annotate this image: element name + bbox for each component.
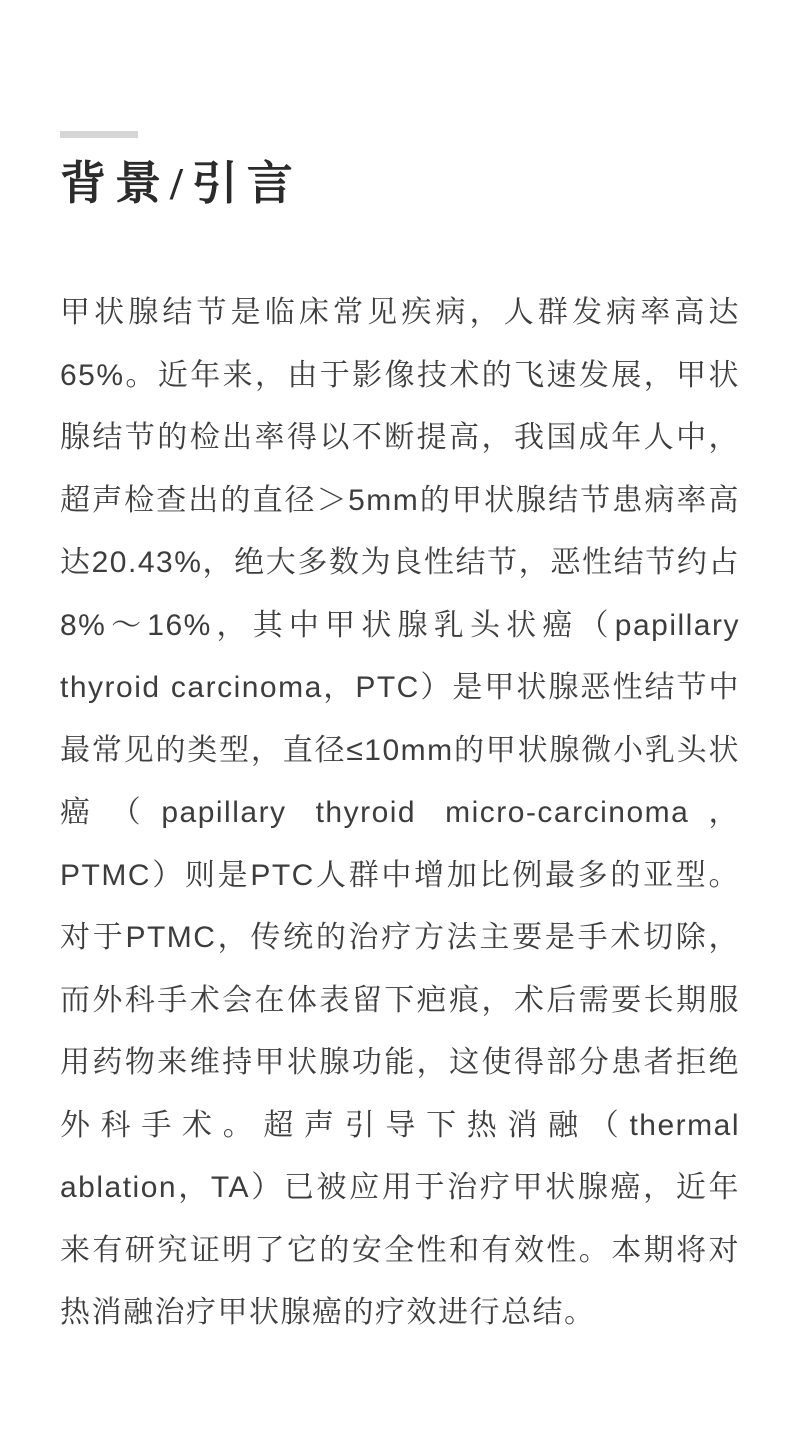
section-paragraph: 甲状腺结节是临床常见疾病，人群发病率高达65%。近年来，由于影像技术的飞速发展，甲状腺结节的检出率得以不断提高，我国成年人中，超声检查出的直径＞5mm的甲状腺结节患病率高达20.43%，绝大多数为良性结节，恶性结节约占8%～16%，其中甲状腺乳头状癌（papillary thyroid carcinoma，PTC）是甲状腺恶性结节中最常见的类型，直径≤10mm的甲状腺微小乳头状癌（papillary thyroid micro-carcinoma，PTMC）则是PTC人群中增加比例最多的亚型。对于PTMC，传统的治疗方法主要是手术切除，而外科手术会在体表留下疤痕，术后需要长期服用药物来维持甲状腺功能，这使得部分患者拒绝外科手术。超声引导下热消融（thermal ablation，TA）已被应用于治疗甲状腺癌，近年来有研究证明了它的安全性和有效性。本期将对热消融治疗甲状腺癌的疗效进行总结。 xyxy=(60,296,740,1329)
section-title: 背景/引言 xyxy=(60,158,302,209)
section-accent-bar xyxy=(60,131,138,138)
